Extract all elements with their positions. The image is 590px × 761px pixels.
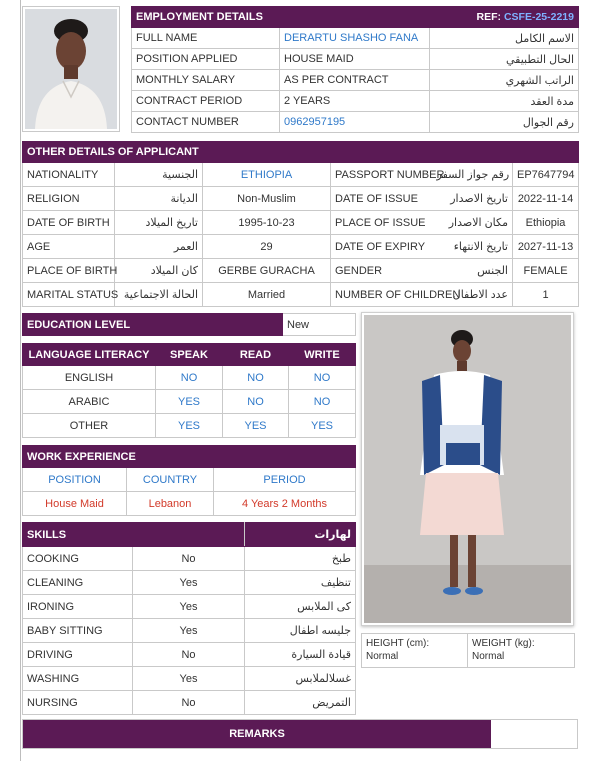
language-name: ENGLISH <box>23 366 156 390</box>
employment-row <box>132 91 579 112</box>
language-literacy-table <box>22 343 356 438</box>
employment-value: AS PER CONTRACT <box>280 70 430 91</box>
language-row <box>23 414 356 438</box>
other-details-title: OTHER DETAILS OF APPLICANT <box>23 142 579 163</box>
other-left-label-arabic: كان الميلاد <box>115 259 203 283</box>
other-right-label: NUMBER OF CHILDREN <box>331 283 433 307</box>
other-right-label-arabic: رقم جواز السفر <box>433 163 513 187</box>
other-details-row <box>23 259 579 283</box>
other-left-value: ETHIOPIA <box>203 163 331 187</box>
other-left-value: 1995-10-23 <box>203 211 331 235</box>
other-right-value: 1 <box>513 283 579 307</box>
passport-photo <box>25 9 117 129</box>
other-left-label-arabic: العمر <box>115 235 203 259</box>
remarks-title: REMARKS <box>23 720 491 748</box>
other-left-label-arabic: الجنسية <box>115 163 203 187</box>
other-left-value: 29 <box>203 235 331 259</box>
education-level-table <box>22 313 356 336</box>
skill-name-arabic: التمريض <box>245 691 356 715</box>
employment-label-arabic: رقم الجوال <box>430 112 579 133</box>
employment-value: HOUSE MAID <box>280 49 430 70</box>
language-name: OTHER <box>23 414 156 438</box>
skill-row <box>23 571 356 595</box>
other-details-row <box>23 235 579 259</box>
page-left-border <box>20 0 21 761</box>
other-left-label: PLACE OF BIRTH <box>23 259 115 283</box>
employment-label-arabic: الاسم الكامل <box>430 28 579 49</box>
skill-name-arabic: تنظيف <box>245 571 356 595</box>
employment-row <box>132 49 579 70</box>
skill-row <box>23 547 356 571</box>
skill-name: BABY SITTING <box>23 619 133 643</box>
language-read: NO <box>223 366 289 390</box>
skill-value: Yes <box>133 619 245 643</box>
other-details-row <box>23 163 579 187</box>
other-right-value: EP7647794 <box>513 163 579 187</box>
weight-value: Normal <box>472 651 505 662</box>
work-period-value: 4 Years 2 Months <box>214 492 356 516</box>
other-left-value: Married <box>203 283 331 307</box>
other-details-table <box>22 141 579 307</box>
other-left-label: AGE <box>23 235 115 259</box>
other-right-value: 2027-11-13 <box>513 235 579 259</box>
other-right-label: DATE OF EXPIRY <box>331 235 433 259</box>
other-left-label: RELIGION <box>23 187 115 211</box>
skill-row <box>23 643 356 667</box>
other-left-value: GERBE GURACHA <box>203 259 331 283</box>
language-header-literacy: LANGUAGE LITERACY <box>23 344 156 366</box>
skill-name-arabic: كى الملابس <box>245 595 356 619</box>
employment-label-arabic: مدة العقد <box>430 91 579 112</box>
other-left-label: MARITAL STATUS <box>23 283 115 307</box>
other-details-row <box>23 211 579 235</box>
remarks-bar <box>22 719 578 749</box>
language-write: NO <box>289 366 356 390</box>
full-body-photo <box>364 315 571 623</box>
skill-value: Yes <box>133 571 245 595</box>
other-left-label: NATIONALITY <box>23 163 115 187</box>
other-details-row <box>23 283 579 307</box>
reference-number: REF: CSFE-25-2219 <box>280 7 579 28</box>
skill-name: WASHING <box>23 667 133 691</box>
other-right-value: FEMALE <box>513 259 579 283</box>
language-header-read: READ <box>223 344 289 366</box>
employment-value: 2 YEARS <box>280 91 430 112</box>
employment-label: FULL NAME <box>132 28 280 49</box>
skill-value: No <box>133 691 245 715</box>
employment-value: DERARTU SHASHO FANA <box>280 28 430 49</box>
work-header-position: POSITION <box>23 468 127 492</box>
skills-header-spacer <box>133 523 245 547</box>
language-speak: YES <box>156 390 223 414</box>
other-left-label-arabic: الحالة الاجتماعية <box>115 283 203 307</box>
skill-row <box>23 619 356 643</box>
other-right-label-arabic: تاريخ الانتهاء <box>433 235 513 259</box>
employment-label: CONTACT NUMBER <box>132 112 280 133</box>
height-label: HEIGHT (cm): <box>366 638 430 649</box>
skill-row <box>23 691 356 715</box>
other-right-label-arabic: عدد الاطفال <box>433 283 513 307</box>
employment-row <box>132 70 579 91</box>
other-left-label-arabic: تاريخ الميلاد <box>115 211 203 235</box>
language-row <box>23 366 356 390</box>
skill-name: COOKING <box>23 547 133 571</box>
skills-title: SKILLS <box>23 523 133 547</box>
skill-name: IRONING <box>23 595 133 619</box>
work-position-value: House Maid <box>23 492 127 516</box>
language-header-write: WRITE <box>289 344 356 366</box>
other-right-label: DATE OF ISSUE <box>331 187 433 211</box>
other-right-value: 2022-11-14 <box>513 187 579 211</box>
weight-label: WEIGHT (kg): <box>472 638 535 649</box>
skill-name: NURSING <box>23 691 133 715</box>
other-left-value: Non-Muslim <box>203 187 331 211</box>
employment-value: 0962957195 <box>280 112 430 133</box>
language-write: YES <box>289 414 356 438</box>
language-speak: NO <box>156 366 223 390</box>
weight-cell <box>468 634 575 668</box>
work-experience-title: WORK EXPERIENCE <box>23 446 356 468</box>
other-details-row <box>23 187 579 211</box>
employment-label: MONTHLY SALARY <box>132 70 280 91</box>
skill-value: Yes <box>133 667 245 691</box>
remarks-value <box>491 720 577 748</box>
measurements-table <box>361 633 575 668</box>
employment-label-arabic: الحال التطبيقي <box>430 49 579 70</box>
work-country-value: Lebanon <box>127 492 214 516</box>
employment-details-title: EMPLOYMENT DETAILS <box>132 7 280 28</box>
skill-name-arabic: جليسه اطفال <box>245 619 356 643</box>
education-level-value: New <box>283 314 356 336</box>
passport-photo-frame <box>22 6 120 132</box>
work-header-country: COUNTRY <box>127 468 214 492</box>
skill-value: No <box>133 643 245 667</box>
other-left-label-arabic: الديانة <box>115 187 203 211</box>
height-cell <box>362 634 468 668</box>
height-value: Normal <box>366 651 399 662</box>
employment-details-table <box>131 6 579 133</box>
education-level-title: EDUCATION LEVEL <box>23 314 283 336</box>
language-row <box>23 390 356 414</box>
employment-label: CONTRACT PERIOD <box>132 91 280 112</box>
language-name: ARABIC <box>23 390 156 414</box>
skill-value: No <box>133 547 245 571</box>
skills-table <box>22 522 356 715</box>
other-right-label: PLACE OF ISSUE <box>331 211 433 235</box>
language-write: NO <box>289 390 356 414</box>
skill-row <box>23 595 356 619</box>
skill-name-arabic: طبخ <box>245 547 356 571</box>
language-speak: YES <box>156 414 223 438</box>
employment-label: POSITION APPLIED <box>132 49 280 70</box>
other-left-label: DATE OF BIRTH <box>23 211 115 235</box>
skill-name-arabic: قيادة السيارة <box>245 643 356 667</box>
work-experience-table <box>22 445 356 516</box>
skill-row <box>23 667 356 691</box>
full-body-photo-frame <box>361 312 574 626</box>
skill-name: DRIVING <box>23 643 133 667</box>
language-header-speak: SPEAK <box>156 344 223 366</box>
language-read: NO <box>223 390 289 414</box>
language-read: YES <box>223 414 289 438</box>
work-header-period: PERIOD <box>214 468 356 492</box>
skills-title-arabic: لهارات <box>245 523 356 547</box>
skill-name-arabic: غسلالملابس <box>245 667 356 691</box>
employment-row <box>132 112 579 133</box>
skill-value: Yes <box>133 595 245 619</box>
employment-label-arabic: الراتب الشهري <box>430 70 579 91</box>
other-right-value: Ethiopia <box>513 211 579 235</box>
skill-name: CLEANING <box>23 571 133 595</box>
employment-row <box>132 28 579 49</box>
other-right-label-arabic: مكان الاصدار <box>433 211 513 235</box>
other-right-label-arabic: تاريخ الاصدار <box>433 187 513 211</box>
other-right-label: GENDER <box>331 259 433 283</box>
other-right-label-arabic: الجنس <box>433 259 513 283</box>
other-right-label: PASSPORT NUMBER <box>331 163 433 187</box>
